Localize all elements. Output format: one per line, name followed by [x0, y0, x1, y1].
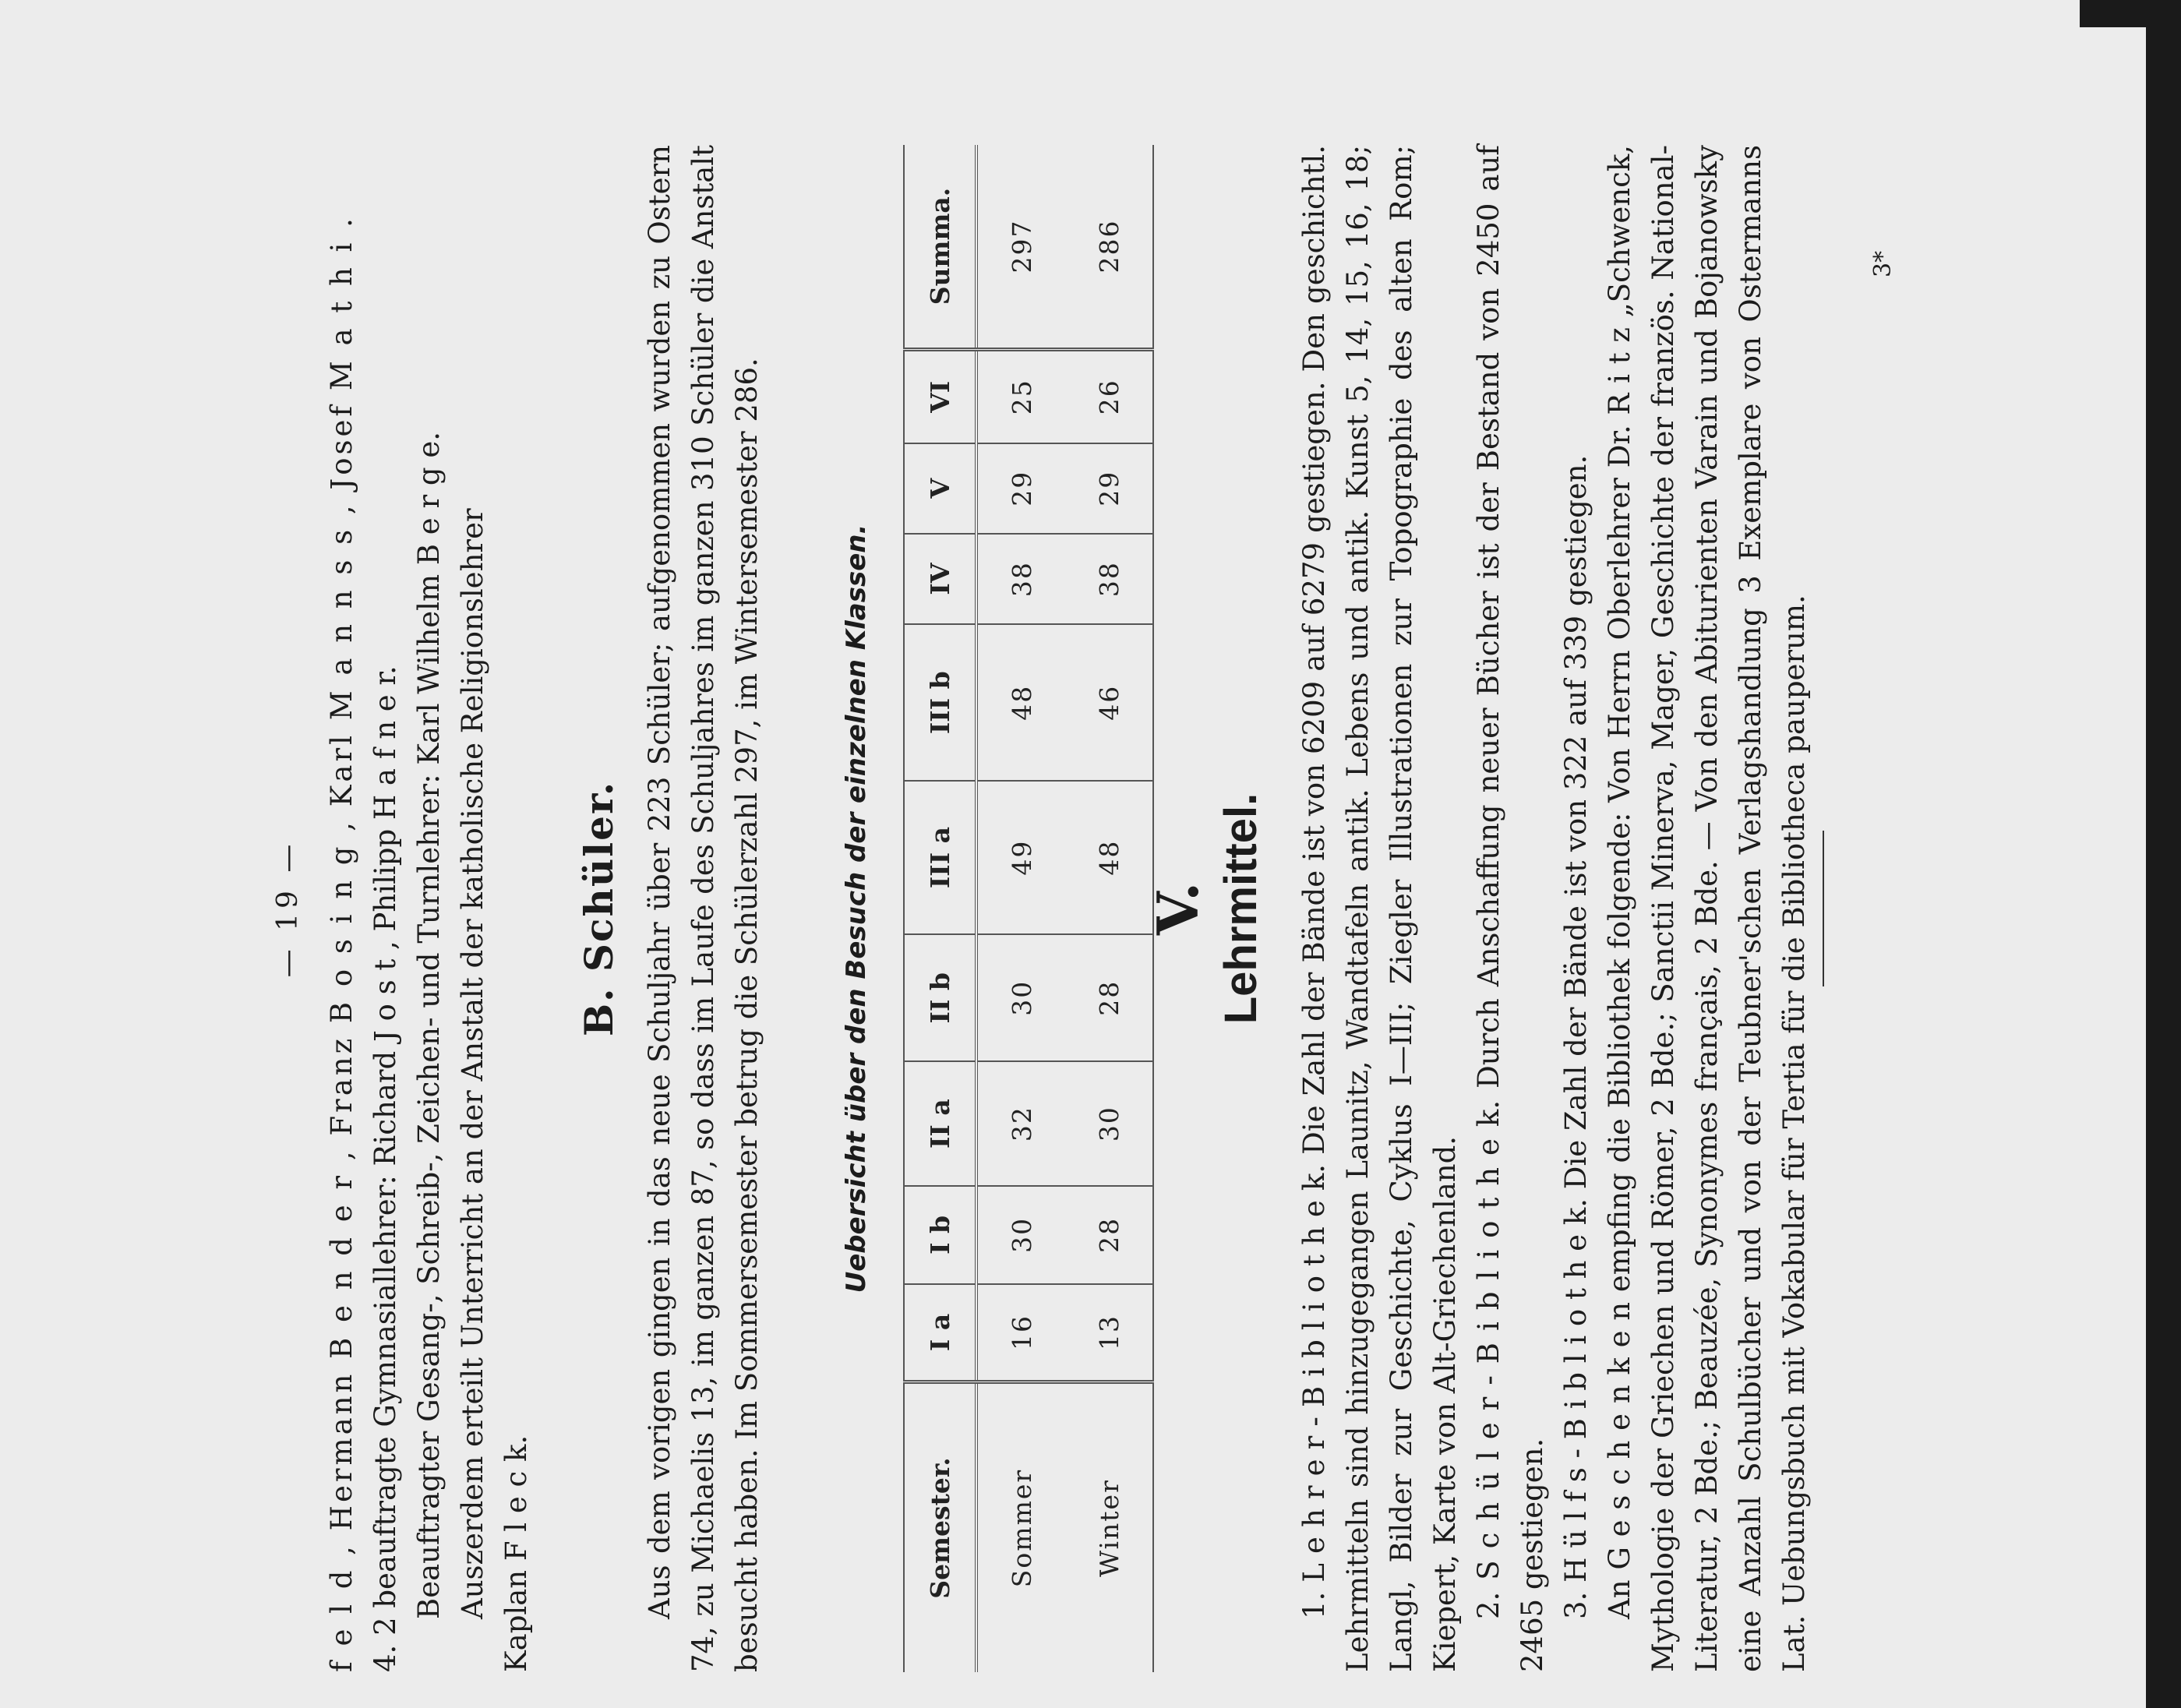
staff-list: [320, 145, 538, 1672]
table-header-cell: I b: [904, 1186, 976, 1284]
table-cell: 46: [1065, 624, 1153, 781]
table-cell: 30: [976, 1186, 1065, 1284]
table-header-cell: Semester.: [904, 1382, 976, 1673]
geschenke-label: An G e s c h e n k e n: [1603, 1301, 1636, 1619]
table-header-cell: Summa.: [904, 145, 976, 350]
table-cell: 26: [1065, 350, 1153, 443]
table-title: Uebersicht über den Besuch der einzelnen Klassen.: [841, 524, 872, 1293]
staff-line-1: f e l d , Hermann B e n d e r , Franz B o s i n g , Karl M a n n s s , Josef M a t h i .: [325, 215, 358, 1672]
huelfs-bibliothek-paragraph: [1555, 145, 1598, 1672]
table-cell: 48: [976, 624, 1065, 781]
schueler-bibliothek-paragraph: [1467, 145, 1555, 1672]
table-cell: 30: [1065, 1061, 1153, 1185]
table-header-cell: V: [904, 443, 976, 534]
table-cell: 28: [1065, 934, 1153, 1061]
table-header-cell: I a: [904, 1284, 976, 1382]
geschenke-paragraph: [1598, 145, 1816, 1672]
table-cell: 49: [976, 781, 1065, 934]
table-header-cell: III a: [904, 781, 976, 934]
lehrer-bibliothek-paragraph: [1293, 145, 1467, 1672]
table-row: [976, 145, 1065, 1672]
table-cell: 25: [976, 350, 1065, 443]
page-number: — 19 —: [272, 839, 304, 978]
staff-line-4: Auszerdem erteilt Unterricht an der Anstalt der katholische Religionslehrer: [456, 508, 489, 1619]
section-b-paragraph-block: [638, 145, 769, 1672]
table-header-cell: VI: [904, 350, 976, 443]
rotated-document-page: [272, 145, 1908, 1672]
signature-mark: 3*: [1869, 250, 1897, 277]
lehrer-bibliothek-label: 1. L e h r e r - B i b l i o t h e k.: [1297, 1163, 1331, 1619]
lehrer-bibliothek-text: Die Zahl der Bände ist von 6209 auf 6279 gestiegen. Den geschichtl. Lehrmitteln sind hinzugegangen Launitz, Wandtafeln antik. Lebens und antik. Kunst 5, 14, 15, 16, 18; Langl, Bilder zur Geschichte, Cyklus I—III; Ziegler Illustrationen zur Topographie des alten Rom; Kiepert, Karte von Alt-Griechenland.: [1297, 145, 1462, 1672]
table-cell: 48: [1065, 781, 1153, 934]
table-header-row: [904, 145, 976, 1672]
schueler-bibliothek-text: Durch Anschaffung neuer Bücher ist der Bestand von 2450 auf 2465 gestiegen.: [1472, 144, 1549, 1672]
table-header-cell: II b: [904, 934, 976, 1061]
table-header-cell: II a: [904, 1061, 976, 1185]
table-row: [1065, 145, 1153, 1672]
table-cell: Sommer: [1006, 1468, 1037, 1588]
table-cell: 29: [1065, 443, 1153, 534]
scan-edge-shadow: [2146, 0, 2181, 1708]
huelfs-bibliothek-label: 3. H ü l f s - B i b l i o t h e k.: [1559, 1198, 1593, 1619]
huelfs-bibliothek-text: Die Zahl der Bände ist von 322 auf 339 gestiegen.: [1559, 454, 1593, 1190]
section-b-heading: B. Schüler.: [576, 780, 622, 1037]
staff-line-2: 4. 2 beauftragte Gymnasiallehrer: Richard J o s t , Philipp H a f n e r.: [369, 665, 402, 1672]
scan-corner-shadow: [2080, 0, 2150, 27]
section-b-paragraph: Aus dem vorigen gingen in das neue Schuljahr über 223 Schüler; aufgenommen wurden zu Ostern 74, zu Michaelis 13, im ganzen 87, so dass im Laufe des Schuljahres im ganzen 310 Schüler die Anstalt besucht haben. Im Sommersemester betrug die Schülerzahl 297, im Wintersemester 286.: [643, 145, 764, 1672]
geschenke-text: empfing die Bibliothek folgende: Von Herrn Oberlehrer Dr. R i t z „Schwenck, Mythologie der Griechen und Römer, 2 Bde.; Sanctii Minerva, Mager, Geschichte der französ. National-Literatur, 2 Bde.; Beauzée, Synonymes français, 2 Bde. — Von den Abiturienten Varain und Bojanowsky eine Anzahl Schulbücher und von der Teubner'schen Verlagshandlung 3 Exemplare von Ostermanns Lat. Uebungsbuch mit Vokabular für Tertia für die Bibliotheca pauperum.: [1603, 144, 1811, 1672]
table-cell: 13: [1065, 1284, 1153, 1382]
class-attendance-table: [903, 145, 1154, 1672]
section-v-body: [1293, 145, 1816, 1672]
table-cell: 38: [1065, 534, 1153, 624]
table-cell: 29: [976, 443, 1065, 534]
table-header-cell: III b: [904, 624, 976, 781]
table-cell: 286: [1065, 145, 1153, 350]
staff-line-5: Kaplan F l e c k.: [499, 1435, 533, 1672]
table-cell: Winter: [1065, 1382, 1153, 1673]
table-cell: 38: [976, 534, 1065, 624]
table-cell: 32: [976, 1061, 1065, 1185]
section-v-heading: Lehrmittel.: [1216, 792, 1266, 1025]
table-cell: 16: [976, 1284, 1065, 1382]
schueler-bibliothek-label: 2. S c h ü l e r - B i b l i o t h e k.: [1472, 1099, 1505, 1619]
staff-line-3: Beauftragter Gesang-, Schreib-, Zeichen- und Turnlehrer: Karl Wilhelm B e r g e.: [412, 431, 446, 1619]
end-rule: [1823, 831, 1824, 986]
table-cell: 30: [976, 934, 1065, 1061]
table-header-cell: IV: [904, 534, 976, 624]
table-cell: 297: [976, 145, 1065, 350]
table-cell: 28: [1065, 1186, 1153, 1284]
section-v-numeral: V.: [1145, 881, 1211, 936]
